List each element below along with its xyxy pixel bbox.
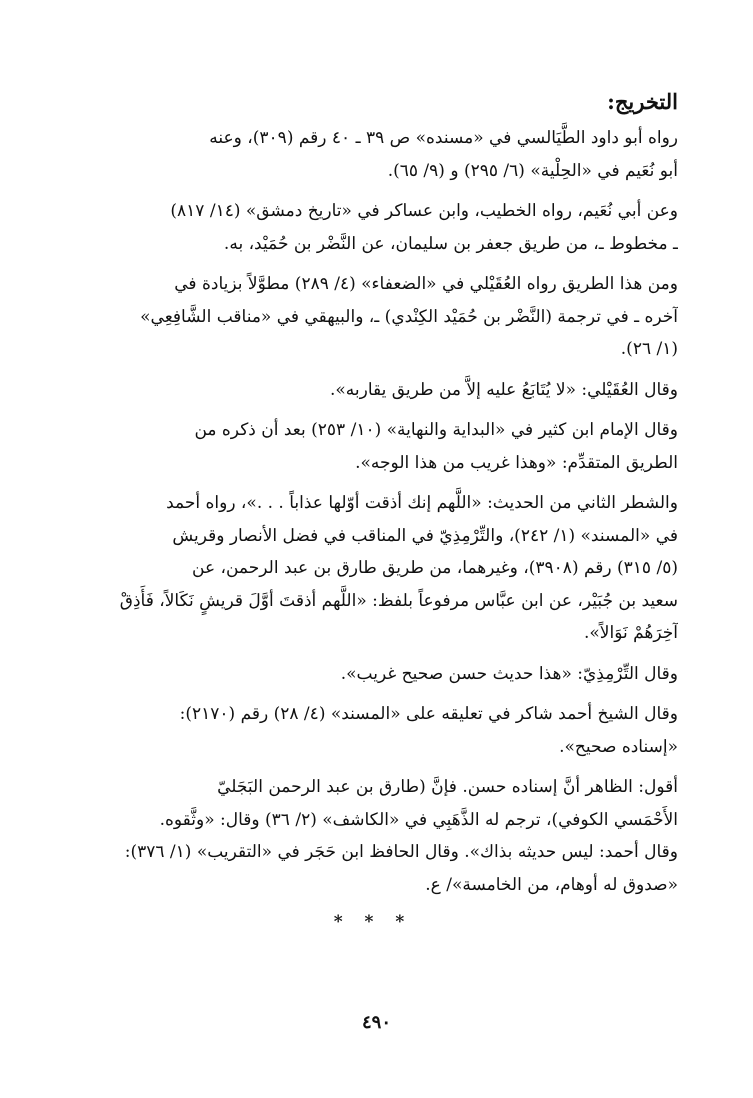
text-line: وقال التِّرْمِذِيّ: «هذا حديث حسن صحيح غريب».	[340, 663, 678, 684]
text-line: ـ مخطوط ـ، من طريق جعفر بن سليمان، عن النَّضْر بن حُمَيْد، به.	[223, 233, 678, 254]
paragraph	[68, 658, 678, 691]
paragraph	[68, 771, 678, 901]
text-line: «إسناده صحيح».	[559, 736, 678, 757]
page-number: ٤٩٠	[361, 1012, 391, 1033]
text-line: والشطر الثاني من الحديث: «اللَّهم إنك أذقت أوّلها عذاباً . . .»، رواه أحمد	[166, 493, 678, 513]
text-line: سعيد بن جُبَيْر، عن ابن عبَّاس مرفوعاً بلفظ: «اللَّهم أذقتَ أوَّلَ قريشٍ نَكَالاً، فَأَذِقْ	[119, 590, 678, 611]
text-line: أبو نُعَيم في «الحِلْية» (٦/ ٢٩٥) و (٩/ ٦٥).	[387, 160, 678, 181]
paragraph	[68, 122, 678, 187]
section-separator: * * *	[333, 912, 413, 932]
text-line: في «المسند» (١/ ٢٤٢)، والتِّرْمِذِيّ في المناقب في فضل الأنصار وقريش	[172, 525, 678, 546]
text-line: «صدوق له أوهام، من الخامسة»/ ع.	[425, 874, 678, 895]
text-line: (٥/ ٣١٥) رقم (٣٩٠٨)، وغيرهما، من طريق طارق بن عبد الرحمن، عن	[192, 558, 678, 578]
paragraph	[68, 414, 678, 479]
paragraphs-container	[68, 122, 678, 901]
text-line: آخِرَهُمْ نَوَالاً».	[583, 623, 678, 643]
text-line: وقال الشيخ أحمد شاكر في تعليقه على «المسند» (٤/ ٢٨) رقم (٢١٧٠):	[179, 704, 678, 724]
text-line: آخره ـ في ترجمة (النَّضْر بن حُمَيْد الكِنْدي) ـ، والبيهقي في «مناقب الشَّافِعِي»	[140, 306, 678, 327]
text-line: رواه أبو داود الطَّيَالسي في «مسنده» ص ٣٩ ـ ٤٠ رقم (٣٠٩)، وعنه	[209, 128, 678, 148]
paragraph	[68, 268, 678, 366]
text-line: أقول: الظاهر أنَّ إسناده حسن. فإنَّ (طارق بن عبد الرحمن البَجَليّ	[217, 777, 678, 797]
text-line: ومن هذا الطريق رواه العُقَيْلي في «الضعفاء» (٤/ ٢٨٩) مطوَّلاً بزيادة في	[174, 274, 678, 294]
paragraph	[68, 487, 678, 650]
section-heading: التخريج:	[607, 89, 678, 114]
text-line: (١/ ٢٦).	[620, 339, 678, 359]
text-line: وعن أبي نُعَيم، رواه الخطيب، وابن عساكر في «تاريخ دمشق» (١٤/ ٨١٧)	[170, 201, 678, 221]
text-line: وقال أحمد: ليس حديثه بذاك». وقال الحافظ ابن حَجَر في «التقريب» (١/ ٣٧٦):	[124, 842, 678, 862]
paragraph	[68, 698, 678, 763]
paragraph	[68, 195, 678, 260]
text-line: الأَحْمَسي الكوفي)، ترجم له الذَّهَبِي في «الكاشف» (٢/ ٣٦) وقال: «وثَّقوه.	[159, 809, 678, 830]
text-line: الطريق المتقدِّم: «وهذا غريب من هذا الوجه».	[355, 452, 678, 473]
page-body	[68, 88, 678, 935]
text-line: وقال العُقَيْلي: «لا يُتَابَعُ عليه إلاَّ من طريق يقاربه».	[329, 379, 678, 400]
paragraph	[68, 374, 678, 407]
text-line: وقال الإمام ابن كثير في «البداية والنهاية» (١٠/ ٢٥٣) بعد أن ذكره من	[194, 420, 678, 440]
